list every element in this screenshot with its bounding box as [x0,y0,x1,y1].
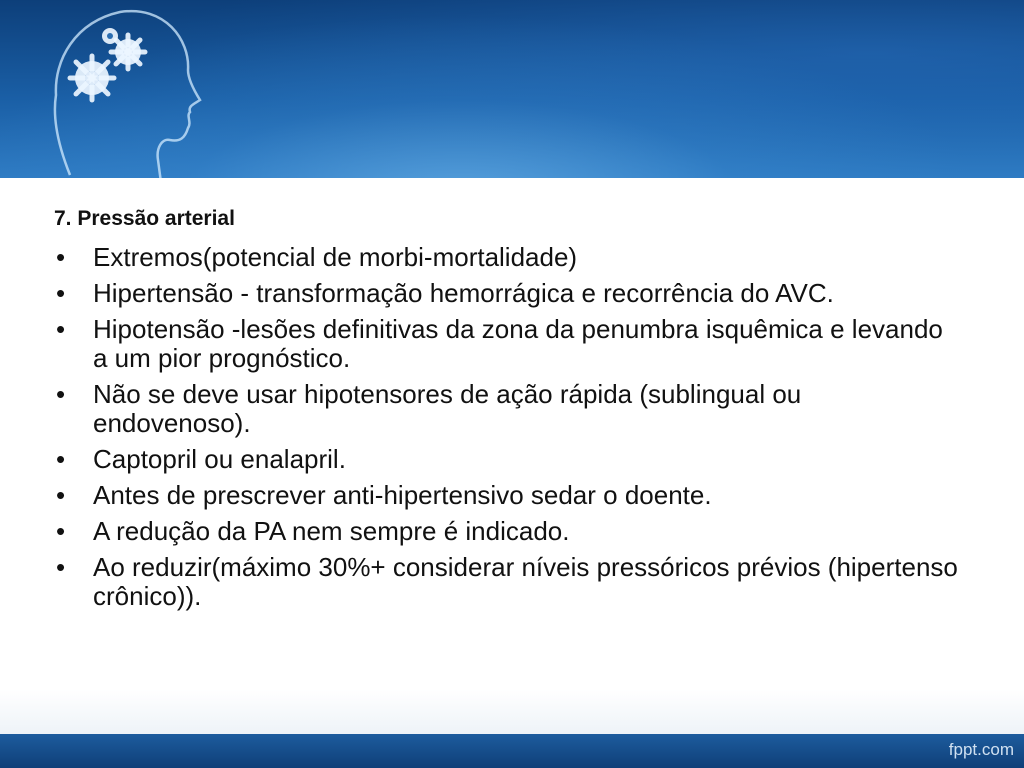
head-with-gears-icon [30,0,230,180]
bullet-marker: • [56,379,66,409]
bullet-text: Hipertensão - transformação hemorrágica e recorrência do AVC. [93,278,834,308]
bullet-text: Ao reduzir(máximo 30%+ considerar níveis pressóricos prévios (hipertenso crônico)). [93,552,958,611]
list-item [54,243,964,272]
bullet-text: Hipotensão -lesões definitivas da zona da penumbra isquêmica e levando a um pior prognóstico. [93,314,943,373]
bullet-list [54,243,964,618]
list-item [54,553,964,611]
bullet-marker: • [56,552,66,582]
bullet-text: Extremos(potencial de morbi-mortalidade) [93,242,578,272]
list-item [54,481,964,510]
bullet-text: Captopril ou enalapril. [93,444,346,474]
bullet-text: A redução da PA nem sempre é indicado. [93,516,570,546]
bullet-marker: • [56,278,66,308]
list-item [54,445,964,474]
slide-title: 7. Pressão arterial [54,207,235,230]
list-item [54,517,964,546]
bullet-marker: • [56,444,66,474]
bullet-marker: • [56,314,66,344]
brand-watermark: fppt.com [948,740,1014,759]
bullet-text: Antes de prescrever anti-hipertensivo sedar o doente. [93,480,712,510]
header-banner [0,0,1024,180]
list-item [54,380,964,438]
bullet-marker: • [56,516,66,546]
list-item [54,315,964,373]
bullet-marker: • [56,480,66,510]
footer-banner [0,734,1024,768]
bullet-marker: • [56,242,66,272]
list-item [54,279,964,308]
bullet-text: Não se deve usar hipotensores de ação rápida (sublingual ou endovenoso). [93,379,802,438]
